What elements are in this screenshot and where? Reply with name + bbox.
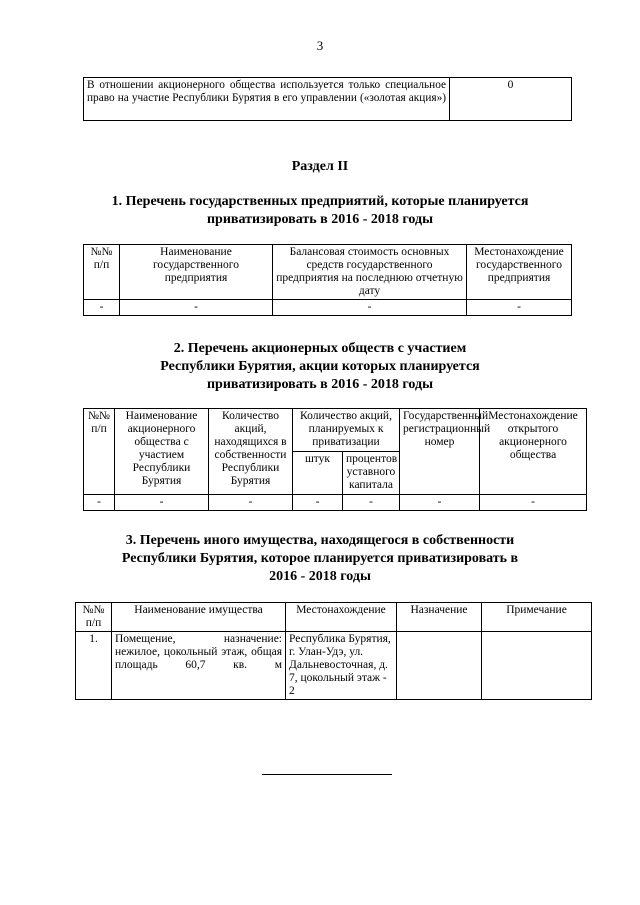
t2-header-location: Местонахождение открытого акционерного общества (480, 409, 587, 495)
table2-title: 2. Перечень акционерных обществ с участием Республики Бурятия, акции которых планируется приватизировать в 2016 - 2018 годы (160, 341, 480, 392)
section-title: Раздел II (291, 159, 349, 174)
t1-header-name: Наименование государственного предприятия (120, 245, 273, 300)
t2-cell: - (480, 495, 587, 511)
other-property-table (75, 602, 592, 700)
t2-header-num: №№ п/п (84, 409, 115, 495)
page-number: 3 (316, 38, 324, 53)
golden-share-text: В отношении акционерного общества используется только специальное право на участие Республики Бурятия в его управлении («золотая акция») (84, 78, 450, 121)
t2-subheader-percent: процентов уставного капитала (343, 452, 400, 495)
t3-header-purpose: Назначение (397, 603, 482, 632)
t3-row-purpose (397, 632, 482, 700)
t1-cell: - (273, 300, 467, 316)
t2-cell: - (115, 495, 209, 511)
t1-header-num: №№ п/п (84, 245, 120, 300)
t1-header-location: Местонахождение государственного предприятия (467, 245, 572, 300)
t3-row-name: Помещение, назначение: нежилое, цокольный этаж, общая площадь 60,7 кв. м (112, 632, 286, 700)
t2-header-regnum: Государственный регистрационный номер (400, 409, 480, 495)
t2-header-owned: Количество акций, находящихся в собственности Республики Бурятия (209, 409, 293, 495)
state-enterprises-table (83, 244, 572, 316)
table3-title: 3. Перечень иного имущества, находящегося в собственности Республики Бурятия, которое планируется приватизировать в 2016 - 2018 годы (121, 533, 519, 584)
t2-cell: - (400, 495, 480, 511)
t2-header-name: Наименование акционерного общества с участием Республики Бурятия (115, 409, 209, 495)
golden-share-table (83, 77, 572, 121)
t2-cell: - (84, 495, 115, 511)
t3-row-num: 1. (76, 632, 112, 700)
t1-cell: - (120, 300, 273, 316)
t3-header-num: №№ п/п (76, 603, 112, 632)
t2-subheader-count: штук (293, 452, 343, 495)
t1-cell: - (467, 300, 572, 316)
table1-title: 1. Перечень государственных предприятий, которые планируется приватизировать в 2016 - 2018 годы (111, 194, 529, 227)
t3-header-name: Наименование имущества (112, 603, 286, 632)
t2-cell: - (209, 495, 293, 511)
t3-row-location: Республика Бурятия, г. Улан-Удэ, ул. Дальневосточная, д. 7, цокольный этаж - 2 (286, 632, 397, 700)
t2-cell: - (293, 495, 343, 511)
t2-cell: - (343, 495, 400, 511)
joint-stock-table (83, 408, 587, 511)
t3-header-location: Местонахождение (286, 603, 397, 632)
t1-cell: - (84, 300, 120, 316)
golden-share-value: 0 (450, 78, 572, 121)
t3-row-note (482, 632, 592, 700)
t2-header-planned: Количество акций, планируемых к приватизации (293, 409, 400, 452)
closing-rule (262, 774, 392, 775)
t1-header-value: Балансовая стоимость основных средств государственного предприятия на последнюю отчетную дату (273, 245, 467, 300)
t3-header-note: Примечание (482, 603, 592, 632)
